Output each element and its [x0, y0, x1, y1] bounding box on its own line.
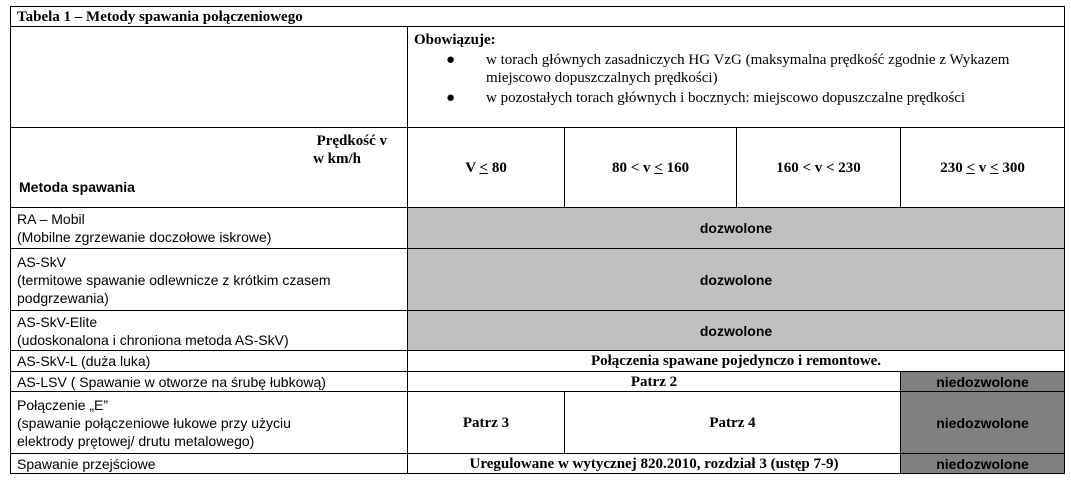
speed-col-2 [565, 128, 737, 208]
status-cell: Połączenia spawane pojedynczo i remontowe. [408, 351, 1065, 372]
table-title: Tabela 1 – Metody spawania połączeniowego [11, 7, 1065, 27]
speed-text: v [975, 159, 991, 176]
method-name: Połączenie „E” [17, 396, 109, 413]
method-cell [11, 392, 408, 454]
speed-symbol: < [654, 159, 663, 176]
speed-label-line1: Prędkość v [316, 133, 387, 149]
speed-symbol: < [990, 159, 999, 176]
not-allowed-cell: niedozwolone [901, 392, 1065, 454]
speed-text: 80 < v [611, 159, 655, 176]
welding-methods-table [10, 6, 1065, 474]
not-allowed-cell: niedozwolone [901, 372, 1065, 392]
method-name: AS-SkV-Elite [17, 313, 98, 330]
speed-header-label [11, 128, 407, 168]
method-cell: Spawanie przejściowe [11, 454, 408, 474]
status-cell: Uregulowane w wytycznej 820.2010, rozdział 3 (ustęp 7-9) [408, 454, 901, 474]
method-name: AS-SkV [17, 253, 67, 270]
applies-cell [408, 27, 1065, 128]
not-allowed-cell: niedozwolone [901, 454, 1065, 474]
speed-col-1 [408, 128, 565, 208]
status-cell: dozwolone [408, 208, 1065, 249]
speed-label-line2: w km/h [313, 151, 361, 167]
applies-list [414, 51, 1058, 107]
speed-col-3 [737, 128, 901, 208]
header-corner-cell [11, 128, 408, 208]
method-name: RA – Mobil [17, 211, 85, 227]
method-cell: AS-SkV-L (duża luka) [11, 351, 408, 372]
applies-item [446, 51, 1058, 87]
applies-item-text: w torach głównych zasadniczych HG VzG (maksymalna prędkość zgodnie z Wykazem miejscowo dopuszczalnych prędkości) [486, 52, 1010, 86]
speed-text: 80 [488, 159, 507, 176]
method-description: elektrody prętowej/ drutu metalowego) [17, 432, 255, 449]
applies-heading: Obowiązuje: [414, 32, 496, 48]
method-cell [11, 208, 408, 249]
applies-item-text: w pozostałych torach głównych i bocznych: miejscowo dopuszczalne prędkości [486, 90, 966, 106]
speed-text: 300 [998, 159, 1025, 176]
speed-col-4 [901, 128, 1065, 208]
method-description: (termitowe spawanie odlewnicze z krótkim czasem [17, 271, 331, 288]
status-cell: Patrz 4 [565, 392, 901, 454]
method-description: (udoskonalona i chroniona metoda AS-SkV) [17, 331, 289, 348]
method-cell [11, 249, 408, 311]
speed-text: 230 [940, 159, 967, 176]
status-cell: Patrz 2 [408, 372, 901, 392]
method-header-label: Metoda spawania [19, 179, 135, 195]
speed-text: V [465, 159, 480, 176]
status-cell: dozwolone [408, 249, 1065, 311]
speed-text: 160 < v < 230 [776, 159, 861, 176]
method-description: podgrzewania) [17, 289, 109, 306]
empty-corner-cell [11, 27, 408, 128]
applies-item [446, 89, 1058, 107]
speed-text: 160 [662, 159, 690, 176]
speed-symbol: < [966, 159, 976, 176]
status-cell: Patrz 3 [408, 392, 565, 454]
method-cell [11, 311, 408, 351]
status-cell: dozwolone [408, 311, 1065, 351]
bullet-icon: ● [446, 52, 456, 68]
method-cell: AS-LSV ( Spawanie w otworze na śrubę łubkową) [11, 372, 408, 392]
method-description: (spawanie połączeniowe łukowe przy użyciu [17, 414, 291, 431]
speed-symbol: < [479, 159, 489, 176]
bullet-icon: ● [446, 90, 456, 106]
method-description: (Mobilne zgrzewanie doczołowe iskrowe) [17, 229, 272, 245]
